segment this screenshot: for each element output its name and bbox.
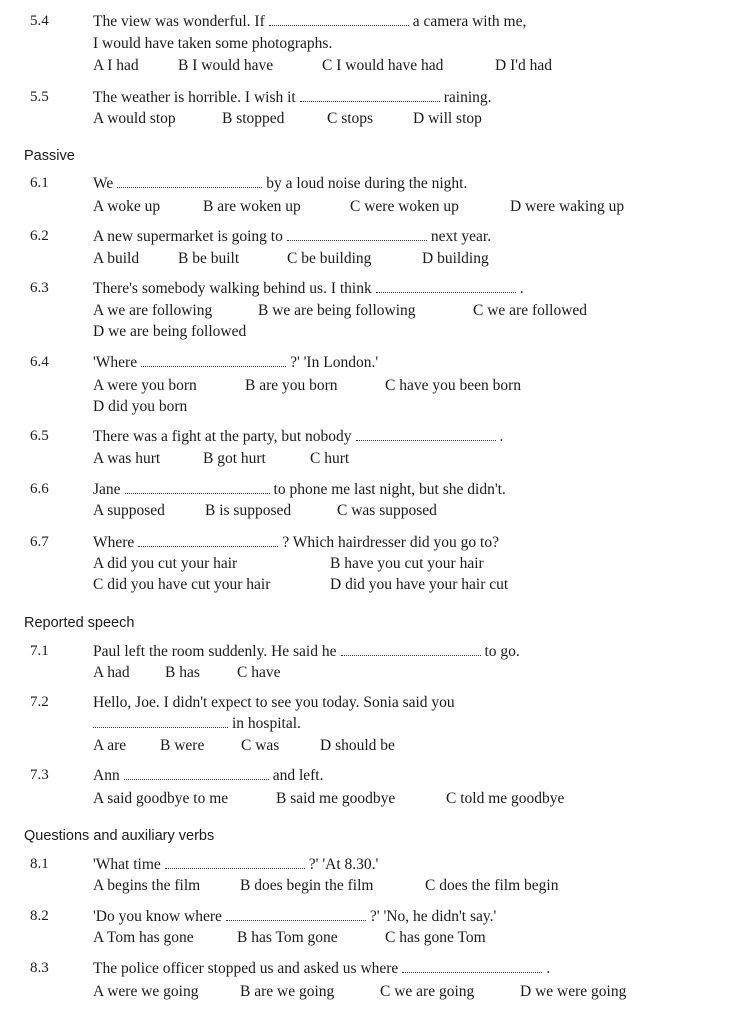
option-b[interactable]: B have you cut your hair: [330, 555, 484, 572]
answer-blank[interactable]: [376, 282, 516, 293]
option-a[interactable]: A we are following: [93, 302, 213, 319]
option-a[interactable]: A supposed: [93, 502, 165, 519]
question-text: 'Do you know where ?' 'No, he didn't say.': [93, 908, 497, 925]
section-heading-reported-speech: Reported speech: [24, 615, 135, 631]
question-text: The police officer stopped us and asked us where .: [93, 960, 551, 977]
option-d[interactable]: D will stop: [413, 110, 482, 127]
option-a[interactable]: A woke up: [93, 198, 161, 215]
option-a[interactable]: A Tom has gone: [93, 929, 194, 946]
question-text: Ann and left.: [93, 767, 324, 784]
answer-blank[interactable]: [138, 536, 278, 547]
answer-blank[interactable]: [124, 769, 269, 780]
question-number: 6.5: [30, 428, 49, 444]
option-a[interactable]: A did you cut your hair: [93, 555, 238, 572]
option-b[interactable]: B got hurt: [203, 450, 266, 467]
answer-blank[interactable]: [165, 858, 305, 869]
option-d[interactable]: D we are being followed: [93, 323, 247, 340]
option-c[interactable]: C does the film begin: [425, 877, 559, 894]
option-c[interactable]: C did you have cut your hair: [93, 576, 271, 593]
answer-blank[interactable]: [300, 91, 440, 102]
question-number: 7.1: [30, 643, 49, 659]
option-c[interactable]: C told me goodbye: [446, 790, 565, 807]
option-a[interactable]: A were we going: [93, 983, 199, 1000]
option-c[interactable]: C we are followed: [473, 302, 588, 319]
answer-blank[interactable]: [117, 177, 262, 188]
option-b[interactable]: B are woken up: [203, 198, 301, 215]
option-d[interactable]: D building: [422, 250, 489, 267]
option-b[interactable]: B we are being following: [258, 302, 416, 319]
answer-blank[interactable]: [141, 356, 286, 367]
option-c[interactable]: C we are going: [380, 983, 475, 1000]
option-c[interactable]: C be building: [287, 250, 372, 267]
option-a[interactable]: A were you born: [93, 377, 197, 394]
option-c[interactable]: C I would have had: [322, 57, 444, 74]
option-a[interactable]: A would stop: [93, 110, 176, 127]
question-text: The weather is horrible. I wish it raining.: [93, 89, 492, 106]
section-heading-passive: Passive: [24, 148, 75, 164]
question-number: 6.4: [30, 354, 49, 370]
option-c[interactable]: C stops: [327, 110, 374, 127]
option-a[interactable]: A build: [93, 250, 140, 267]
option-a[interactable]: A are: [93, 737, 127, 754]
option-d[interactable]: D did you have your hair cut: [330, 576, 509, 593]
question-text: Hello, Joe. I didn't expect to see you today. Sonia said you: [93, 694, 455, 711]
question-number: 7.3: [30, 767, 49, 783]
question-number: 6.2: [30, 228, 49, 244]
question-number: 8.1: [30, 856, 49, 872]
option-a[interactable]: A said goodbye to me: [93, 790, 229, 807]
option-b[interactable]: B I would have: [178, 57, 274, 74]
question-text: There was a fight at the party, but nobody .: [93, 428, 504, 445]
option-c[interactable]: C was supposed: [337, 502, 437, 519]
option-b[interactable]: B does begin the film: [240, 877, 374, 894]
option-b[interactable]: B be built: [178, 250, 240, 267]
question-number: 7.2: [30, 694, 49, 710]
option-c[interactable]: C hurt: [310, 450, 350, 467]
option-c[interactable]: C were woken up: [350, 198, 459, 215]
answer-blank[interactable]: [287, 230, 427, 241]
option-a[interactable]: A had: [93, 664, 130, 681]
option-c[interactable]: C was: [241, 737, 280, 754]
option-c[interactable]: C have you been born: [385, 377, 522, 394]
answer-blank[interactable]: [402, 962, 542, 973]
option-b[interactable]: B are you born: [245, 377, 338, 394]
question-text: We by a loud noise during the night.: [93, 175, 468, 192]
question-number: 8.2: [30, 908, 49, 924]
question-text-continued: I would have taken some photographs.: [93, 35, 333, 52]
option-d[interactable]: D we were going: [520, 983, 627, 1000]
question-number: 6.6: [30, 481, 49, 497]
option-b[interactable]: B has: [165, 664, 200, 681]
question-number: 5.4: [30, 13, 49, 29]
answer-blank[interactable]: [93, 717, 228, 728]
question-number: 6.3: [30, 280, 49, 296]
answer-blank[interactable]: [226, 910, 366, 921]
option-c[interactable]: C has gone Tom: [385, 929, 486, 946]
option-c[interactable]: C have: [237, 664, 281, 681]
answer-blank[interactable]: [125, 483, 270, 494]
question-number: 8.3: [30, 960, 49, 976]
option-a[interactable]: A I had: [93, 57, 139, 74]
question-text: The view was wonderful. If a camera with me,: [93, 13, 527, 30]
answer-blank[interactable]: [341, 645, 481, 656]
section-heading-questions: Questions and auxiliary verbs: [24, 828, 215, 844]
option-b[interactable]: B is supposed: [205, 502, 292, 519]
question-text: 'Where ?' 'In London.': [93, 354, 379, 371]
option-d[interactable]: D should be: [320, 737, 395, 754]
option-b[interactable]: B are we going: [240, 983, 335, 1000]
option-a[interactable]: A begins the film: [93, 877, 201, 894]
question-number: 6.1: [30, 175, 49, 191]
answer-blank[interactable]: [356, 430, 496, 441]
question-text: A new supermarket is going to next year.: [93, 228, 492, 245]
question-text: There's somebody walking behind us. I think .: [93, 280, 524, 297]
option-b[interactable]: B said me goodbye: [276, 790, 396, 807]
question-number: 5.5: [30, 89, 49, 105]
option-d[interactable]: D were waking up: [510, 198, 625, 215]
question-text: 'What time ?' 'At 8.30.': [93, 856, 379, 873]
option-b[interactable]: B has Tom gone: [237, 929, 338, 946]
question-text: Jane to phone me last night, but she didn't.: [93, 481, 506, 498]
option-d[interactable]: D I'd had: [495, 57, 553, 74]
question-number: 6.7: [30, 534, 49, 550]
question-text-continued: in hospital.: [93, 715, 301, 733]
question-text: Paul left the room suddenly. He said he to go.: [93, 643, 520, 660]
answer-blank[interactable]: [269, 15, 409, 26]
option-d[interactable]: D did you born: [93, 398, 188, 415]
option-b[interactable]: B stopped: [222, 110, 285, 127]
option-b[interactable]: B were: [160, 737, 205, 754]
option-a[interactable]: A was hurt: [93, 450, 161, 467]
question-text: Where ? Which hairdresser did you go to?: [93, 534, 499, 551]
